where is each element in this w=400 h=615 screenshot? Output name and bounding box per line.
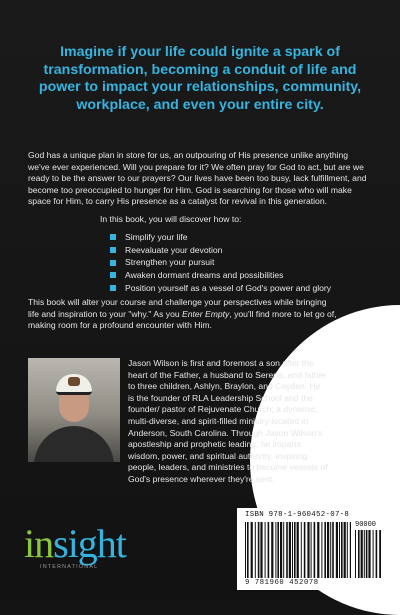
benefit-list	[110, 231, 331, 295]
book-title: Enter Empty	[182, 308, 230, 319]
list-item: Strengthen your pursuit	[110, 256, 331, 269]
list-item: Simplify your life	[110, 231, 331, 244]
intro-paragraph: God has a unique plan in store for us, an outpouring of His presence unlike anything we've ever experienced. Will you prepare for it? We often pray for God to act, but are we ready to be the answer to our prayers? Our lives have been too busy, lack fulfillment, and become too preoccupied to hunger for Him. God is searching for those who will make space for Him, to carry His presence as a catalyst for revival in this generation.	[28, 150, 367, 206]
outro-paragraph: This book will alter your course and challenge your perspectives while bringing life and inspiration to your "why." As you Enter Empty, you'll find more to let go of, making room for a profound encounter with Him.	[28, 297, 337, 330]
price-code: 90000	[355, 521, 377, 529]
square-bullet-icon	[110, 247, 116, 253]
square-bullet-icon	[110, 285, 116, 291]
square-bullet-icon	[110, 234, 116, 240]
square-bullet-icon	[110, 260, 116, 266]
publisher-logo: insight INTERNATIONAL	[24, 521, 126, 570]
list-item: Awaken dormant dreams and possibilities	[110, 269, 331, 282]
isbn-barcode	[237, 508, 387, 590]
discover-intro: In this book, you will discover how to:	[100, 214, 242, 224]
barcode-bars	[245, 522, 351, 578]
square-bullet-icon	[110, 272, 116, 278]
isbn-label: ISBN 978-1-960452-07-8	[245, 511, 350, 519]
publisher-logo-subtitle: INTERNATIONAL	[40, 564, 99, 570]
author-bio: Jason Wilson is first and foremost a son after the heart of the Father, a husband to Serena, and father to three children, Ashlyn, Braylon, and Cayden. He is the founder of RLA Leadership School and the founder/ pastor of Rejuvenate Church; a dynamic, multi-diverse, and spirit-filled ministry located in Anderson, South Carolina. Through Jason Wilson's apostleship and prophetic leading, he imparts wisdom, power, and spiritual authority, inspiring people, leaders, and ministries to become vessels of God's presence wherever they're sent.	[128, 358, 328, 484]
list-item: Position yourself as a vessel of God's power and glory	[110, 282, 331, 295]
addon-barcode-bars	[355, 530, 381, 578]
headline: Imagine if your life could ignite a spark of transformation, becoming a conduit of life and power to impact your relationships, community, workplace, and even your entire city.	[38, 44, 362, 113]
barcode-number: 9 781960 452078	[245, 579, 319, 587]
list-item: Reevaluate your devotion	[110, 244, 331, 257]
